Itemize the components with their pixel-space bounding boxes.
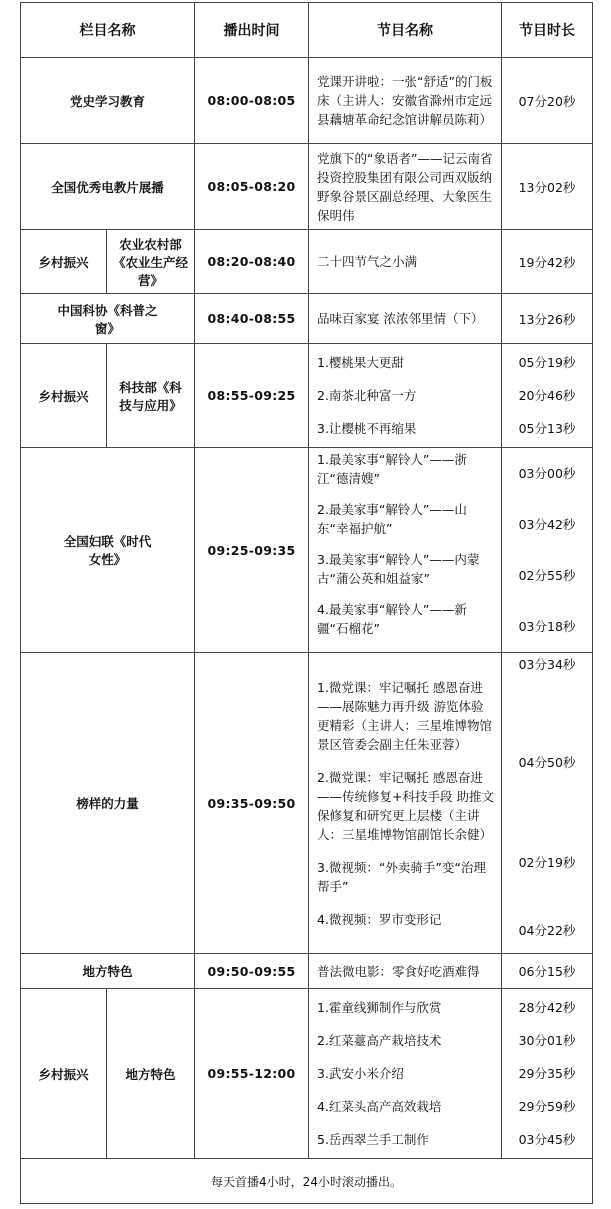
program-list (309, 344, 502, 448)
program-name: 2.南茶北种富一方 (317, 388, 417, 403)
header-duration: 节目时长 (502, 3, 593, 58)
duration-list (502, 344, 593, 448)
duration: 06分15秒 (502, 954, 593, 989)
duration-list (502, 989, 593, 1159)
program-name: 1.最美家事“解铃人”——浙江“德清嫂” (317, 452, 467, 486)
table-row (21, 58, 593, 144)
duration: 02分55秒 (518, 568, 576, 583)
air-time: 08:05-08:20 (195, 144, 309, 230)
program-name: 普法微电影：零食好吃酒难得 (309, 954, 502, 989)
program-name: 2.红菜薹高产栽培技术 (317, 1033, 442, 1048)
duration: 29分35秒 (518, 1066, 576, 1081)
program-name: 3.武安小米介绍 (317, 1066, 404, 1081)
column-name: 党史学习教育 (21, 58, 195, 144)
program-name: 2.微党课：牢记嘱托 感恩奋进——传统修复+科技手段 助推文保修复和研究更上层楼（主讲人：三星堆博物馆副馆长余健） (317, 769, 494, 842)
program-list (309, 653, 502, 954)
program-name: 3.微视频：“外卖骑手”变“治理帮手” (317, 859, 486, 894)
duration: 29分59秒 (518, 1099, 576, 1114)
duration: 03分34秒 (518, 657, 576, 672)
program-name: 1.微党课：牢记嘱托 感恩奋进——展陈魅力再升级 游览体验更精彩（主讲人：三星堆博物馆景区管委会副主任朱亚蓉） (317, 679, 493, 752)
column-name: 乡村振兴 (21, 989, 107, 1159)
air-time: 09:35-09:50 (195, 653, 309, 954)
column-name: 全国妇联《时代女性》 (21, 448, 195, 653)
table-row (21, 448, 593, 653)
duration: 13分02秒 (502, 144, 593, 230)
table-row (21, 144, 593, 230)
program-name: 二十四节气之小满 (309, 230, 502, 294)
duration-list (502, 653, 593, 954)
table-row (21, 989, 593, 1159)
duration: 02分19秒 (518, 855, 576, 870)
table-row (21, 294, 593, 344)
duration: 05分19秒 (518, 355, 576, 370)
duration: 04分22秒 (518, 923, 576, 938)
schedule-table (20, 2, 593, 1204)
duration: 13分26秒 (502, 294, 593, 344)
duration: 19分42秒 (502, 230, 593, 294)
air-time: 08:20-08:40 (195, 230, 309, 294)
duration: 20分46秒 (518, 388, 576, 403)
table-row (21, 344, 593, 448)
air-time: 09:55-12:00 (195, 989, 309, 1159)
program-name: 3.最美家事“解铃人”——内蒙古“蒲公英和姐益家” (317, 552, 480, 586)
duration: 30分01秒 (518, 1033, 576, 1048)
program-name: 2.最美家事“解铃人”——山东“幸福护航” (317, 502, 467, 536)
header-time: 播出时间 (195, 3, 309, 58)
duration: 03分42秒 (518, 517, 576, 532)
air-time: 09:50-09:55 (195, 954, 309, 989)
duration: 04分50秒 (518, 755, 576, 770)
header-row (21, 3, 593, 58)
column-name: 地方特色 (21, 954, 195, 989)
air-time: 08:40-08:55 (195, 294, 309, 344)
program-name: 4.最美家事“解铃人”——新疆“石榴花” (317, 602, 467, 636)
program-name: 5.岳西翠兰手工制作 (317, 1132, 429, 1147)
program-name: 1.霍童线狮制作与欣赏 (317, 1000, 442, 1015)
footer-row (21, 1159, 593, 1204)
program-name: 3.让樱桃不再缩果 (317, 421, 417, 436)
duration: 03分00秒 (518, 466, 576, 481)
sub-column-name: 农业农村部《农业生产经营》 (107, 230, 195, 294)
table-row (21, 230, 593, 294)
column-name: 全国优秀电教片展播 (21, 144, 195, 230)
program-name: 1.樱桃果大更甜 (317, 355, 404, 370)
program-name: 4.红菜头高产高效栽培 (317, 1099, 442, 1114)
sub-column-name: 地方特色 (107, 989, 195, 1159)
duration: 07分20秒 (502, 58, 593, 144)
air-time: 09:25-09:35 (195, 448, 309, 653)
column-name: 乡村振兴 (21, 230, 107, 294)
column-name: 中国科协《科普之窗》 (21, 294, 195, 344)
air-time: 08:55-09:25 (195, 344, 309, 448)
duration: 03分45秒 (518, 1132, 576, 1147)
air-time: 08:00-08:05 (195, 58, 309, 144)
program-list (309, 448, 502, 653)
table-row (21, 653, 593, 954)
header-column: 栏目名称 (21, 3, 195, 58)
sub-column-name: 科技部《科技与应用》 (107, 344, 195, 448)
program-name: 党旗下的“象语者”——记云南省投资控股集团有限公司西双版纳野象谷景区副总经理、大象医生保明伟 (309, 144, 502, 230)
duration: 03分18秒 (518, 619, 576, 634)
table-row (21, 954, 593, 989)
duration: 28分42秒 (518, 1000, 576, 1015)
column-name: 榜样的力量 (21, 653, 195, 954)
program-name: 4.微视频：罗市变形记 (317, 911, 442, 927)
footer-note: 每天首播4小时，24小时滚动播出。 (21, 1159, 593, 1204)
duration-list (502, 448, 593, 653)
program-list (309, 989, 502, 1159)
header-program: 节目名称 (309, 3, 502, 58)
program-name: 党课开讲啦：一张“舒适”的门板床（主讲人：安徽省滁州市定远县藕塘革命纪念馆讲解员陈莉） (309, 58, 502, 144)
program-name: 品味百家宴 浓浓邻里情（下） (309, 294, 502, 344)
column-name: 乡村振兴 (21, 344, 107, 448)
duration: 05分13秒 (518, 421, 576, 436)
